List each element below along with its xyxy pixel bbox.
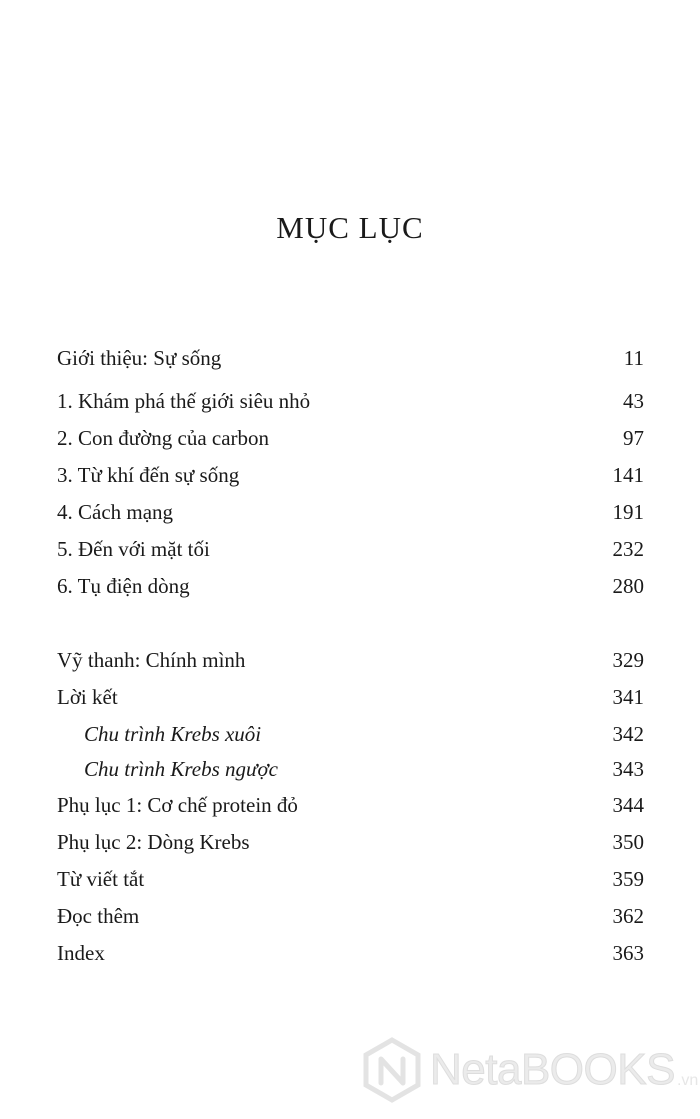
toc-entry-label: Chu trình Krebs ngược (84, 757, 278, 781)
toc-entry-page: 141 (612, 463, 644, 487)
toc-entry-chapter-1 (57, 389, 644, 419)
toc-entry-abbreviations (57, 867, 644, 897)
toc-entry-label: 2. Con đường của carbon (57, 426, 270, 450)
toc-entry-chapter-6 (57, 574, 644, 604)
toc-entry-chapter-4 (57, 500, 644, 530)
toc-entry-chapter-2 (57, 426, 644, 456)
toc-entry-label: 3. Từ khí đến sự sống (57, 463, 240, 487)
watermark (362, 1030, 698, 1110)
toc-entry-page: 362 (612, 904, 644, 928)
toc-entry-label: Giới thiệu: Sự sống (57, 346, 222, 370)
toc-entry-label: Chu trình Krebs xuôi (84, 722, 262, 746)
toc-entry-afterword (57, 685, 644, 715)
toc-subentry-krebs-forward (84, 722, 644, 752)
watermark-logo-icon (362, 1037, 422, 1103)
watermark-text: NetaBOOKS (430, 1045, 675, 1094)
toc-entry-page: 280 (612, 574, 644, 598)
toc-entry-label: Từ viết tắt (57, 867, 145, 891)
toc-entry-label: 4. Cách mạng (57, 500, 174, 524)
toc-entry-page: 342 (612, 722, 644, 746)
toc-entry-label: 6. Tụ điện dòng (57, 574, 190, 598)
toc-entry-chapter-3 (57, 463, 644, 493)
toc-entry-label: 1. Khám phá thế giới siêu nhỏ (57, 389, 311, 413)
toc-entry-intro (57, 346, 644, 376)
toc-entry-chapter-5 (57, 537, 644, 567)
toc-entry-label: Vỹ thanh: Chính mình (57, 648, 246, 672)
toc-subentry-krebs-reverse (84, 757, 644, 787)
toc-entry-page: 359 (612, 867, 644, 891)
toc-entry-label: 5. Đến với mặt tối (57, 537, 210, 561)
toc-entry-page: 363 (612, 941, 644, 965)
toc-entry-further-reading (57, 904, 644, 934)
toc-entry-page: 341 (612, 685, 644, 709)
toc-entry-page: 232 (612, 537, 644, 561)
toc-entry-page: 343 (612, 757, 644, 781)
toc-entry-appendix-1 (57, 793, 644, 823)
toc-entry-label: Đọc thêm (57, 904, 140, 928)
toc-entry-label: Phụ lục 2: Dòng Krebs (57, 830, 250, 854)
toc-entry-page: 344 (612, 793, 644, 817)
toc-entry-label: Lời kết (57, 685, 118, 709)
toc-entry-page: 329 (612, 648, 644, 672)
toc-entry-epilogue (57, 648, 644, 678)
toc-entry-page: 97 (623, 426, 644, 450)
toc-entry-label: Index (57, 941, 105, 965)
toc-entry-appendix-2 (57, 830, 644, 860)
toc-entry-page: 191 (612, 500, 644, 524)
page-title: MỤC LỤC (276, 210, 424, 245)
toc-entry-index (57, 941, 644, 971)
toc-entry-page: 43 (623, 389, 644, 413)
toc-entry-page: 11 (623, 346, 644, 370)
watermark-suffix: .vn (676, 1072, 699, 1089)
toc-entry-page: 350 (612, 830, 644, 854)
toc-entry-label: Phụ lục 1: Cơ chế protein đỏ (57, 793, 298, 817)
